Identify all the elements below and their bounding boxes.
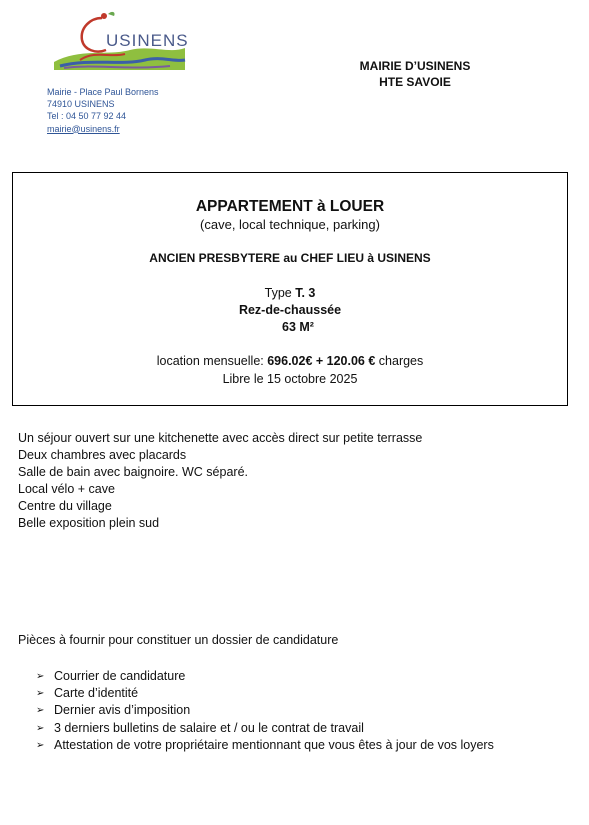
list-item-text: Attestation de votre propriétaire mentionnant que vous êtes à jour de vos loyers: [54, 737, 494, 752]
type-value: T. 3: [295, 286, 316, 300]
list-item: [36, 668, 494, 685]
description-line: Un séjour ouvert sur une kitchenette avec accès direct sur petite terrasse: [18, 431, 423, 445]
address-line-2: 74910 USINENS: [47, 99, 115, 110]
announcement-box: [12, 172, 568, 406]
usinens-logo: [50, 10, 190, 74]
mairie-line-2: HTE SAVOIE: [379, 75, 451, 89]
list-item: [36, 685, 494, 702]
description-line: Belle exposition plein sud: [18, 516, 160, 530]
description-block: [18, 430, 422, 532]
address-tel: Tel : 04 50 77 92 44: [47, 111, 127, 122]
pieces-title: Pièces à fournir pour constituer un dossier de candidature: [18, 633, 339, 647]
rent-line: [13, 354, 567, 368]
list-item-text: Dernier avis d’imposition: [54, 703, 191, 718]
arrow-bullet-icon: ➢: [36, 705, 45, 717]
address-line-1: Mairie - Place Paul Bornens: [47, 87, 159, 97]
type-label: Type: [264, 286, 296, 300]
arrow-bullet-icon: ➢: [36, 671, 45, 682]
list-item-text: Carte d’identité: [54, 686, 139, 701]
address-block: [47, 86, 159, 135]
mairie-header: [330, 58, 500, 90]
rent-price: 696.02€ + 120.06 €: [267, 354, 376, 368]
rent-suffix: charges: [375, 354, 424, 368]
list-item: [36, 702, 494, 719]
pieces-list: [36, 668, 494, 754]
list-item: [36, 720, 494, 737]
list-item: [36, 737, 494, 754]
announcement-subtitle: (cave, local technique, parking): [200, 217, 380, 232]
announcement-title: APPARTEMENT à LOUER: [195, 198, 385, 215]
description-line: Centre du village: [18, 499, 112, 513]
logo-text: USINENS: [106, 31, 189, 50]
list-item-text: 3 derniers bulletins de salaire et / ou le contrat de travail: [54, 720, 364, 735]
rent-label: location mensuelle:: [156, 354, 268, 368]
surface-line: 63 M²: [282, 320, 314, 334]
description-line: Deux chambres avec placards: [18, 448, 187, 462]
type-line: [13, 286, 567, 300]
address-email-link[interactable]: mairie@usinens.fr: [47, 123, 120, 134]
arrow-bullet-icon: ➢: [36, 722, 45, 734]
arrow-bullet-icon: ➢: [36, 688, 45, 700]
arrow-bullet-icon: ➢: [36, 739, 45, 751]
availability-line: Libre le 15 octobre 2025: [222, 372, 358, 386]
mairie-line-1: MAIRIE D’USINENS: [359, 59, 471, 73]
list-item-text: Courrier de candidature: [54, 669, 186, 683]
description-line: Salle de bain avec baignoire. WC séparé.: [18, 465, 248, 479]
location-line: ANCIEN PRESBYTERE au CHEF LIEU à USINENS: [149, 251, 431, 265]
floor-line: Rez-de-chaussée: [238, 303, 342, 317]
description-line: Local vélo + cave: [18, 482, 115, 496]
